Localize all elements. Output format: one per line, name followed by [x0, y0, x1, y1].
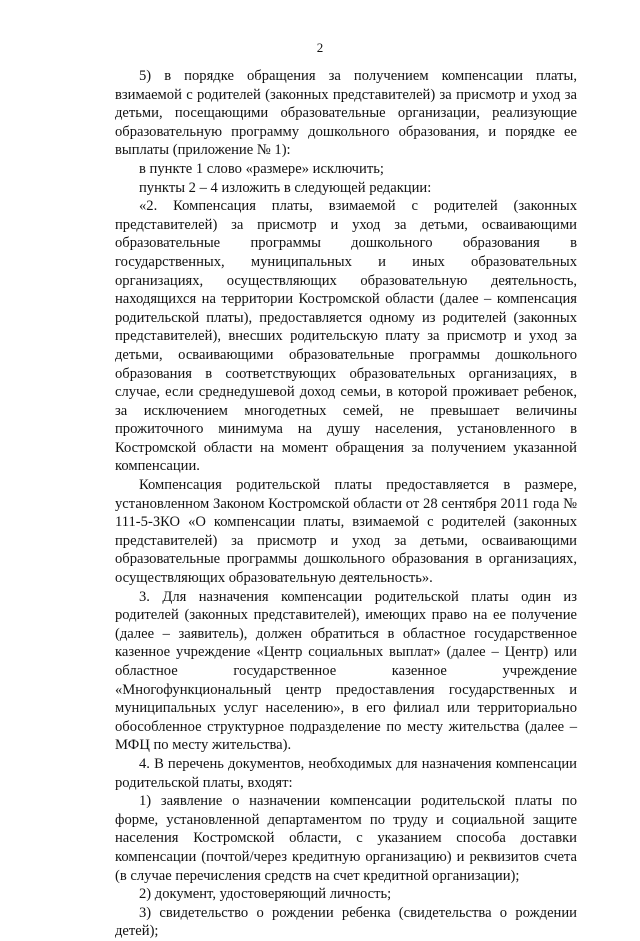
paragraph-subpoint-1: 1) заявление о назначении компенсации родительской платы по форме, установленной департаментом по труду и социальной защите населения Костромской области, с указанием способа доставки компенсации (почтой/через кредитную организацию) и реквизитов счета (в случае перечисления средств на счет кредитной организации);: [115, 793, 577, 884]
paragraph-points-2-4-intro: пункты 2 – 4 изложить в следующей редакции:: [139, 179, 432, 196]
paragraph-point-3: 3. Для назначения компенсации родительской платы один из родителей (законных представителей), имеющих право на ее получение (далее – заявитель), должен обратиться в областное государственное казенное учреждение «Центр социальных выплат» (далее – Центр) или областное государственное казенное учреждение «Многофункциональный центр предоставления государственных и муниципальных услуг населению», в его филиал или территориально обособленное структурное подразделение по месту жительства (далее – МФЦ по месту жительства).: [115, 588, 577, 754]
paragraph-item-5: 5) в порядке обращения за получением компенсации платы, взимаемой с родителей (законных представителей) за присмотр и уход за детьми, посещающими образовательные организации, реализующие образовательную программу дошкольного образования, и порядке ее выплаты (приложение № 1):: [115, 68, 577, 159]
paragraph-compensation-amount: Компенсация родительской платы предоставляется в размере, установленном Законом Костромской области от 28 сентября 2011 года № 111-5-ЗКО «О компенсации платы, взимаемой с родителей (законных представителей) за присмотр и уход за детьми, осваивающими образовательные программы дошкольного образования в организациях, осуществляющих образовательную деятельность».: [115, 477, 577, 587]
paragraph-point-2: «2. Компенсация платы, взимаемой с родителей (законных представителей) за присмотр и уход за детьми, осваивающими образовательные программы дошкольного образования в государственных, муниципальных и иных образовательных организациях, осуществляющих образовательную деятельность, находящихся на территории Костромской области (далее – компенсация родительской платы), предоставляется одному из родителей (законных представителей), внесших родительскую плату за присмотр и уход за детьми, осваивающими образовательные программы дошкольного образования в соответствующих образовательных организациях, в случае, если среднедушевой доход семьи, в которой проживает ребенок, за исключением многодетных семей, не превышает величины прожиточного минимума на душу населения, установленного в Костромской области на момент обращения за получением указанной компенсации.: [115, 198, 577, 475]
document-body: [115, 67, 577, 941]
paragraph-point-4: 4. В перечень документов, необходимых для назначения компенсации родительской платы, входят:: [115, 755, 577, 791]
page-number: 2: [316, 40, 324, 55]
paragraph-point-1-change: в пункте 1 слово «размере» исключить;: [139, 160, 384, 177]
paragraph-subpoint-2: 2) документ, удостоверяющий личность;: [139, 886, 392, 903]
paragraph-subpoint-3: 3) свидетельство о рождении ребенка (свидетельства о рождении детей);: [115, 904, 577, 940]
